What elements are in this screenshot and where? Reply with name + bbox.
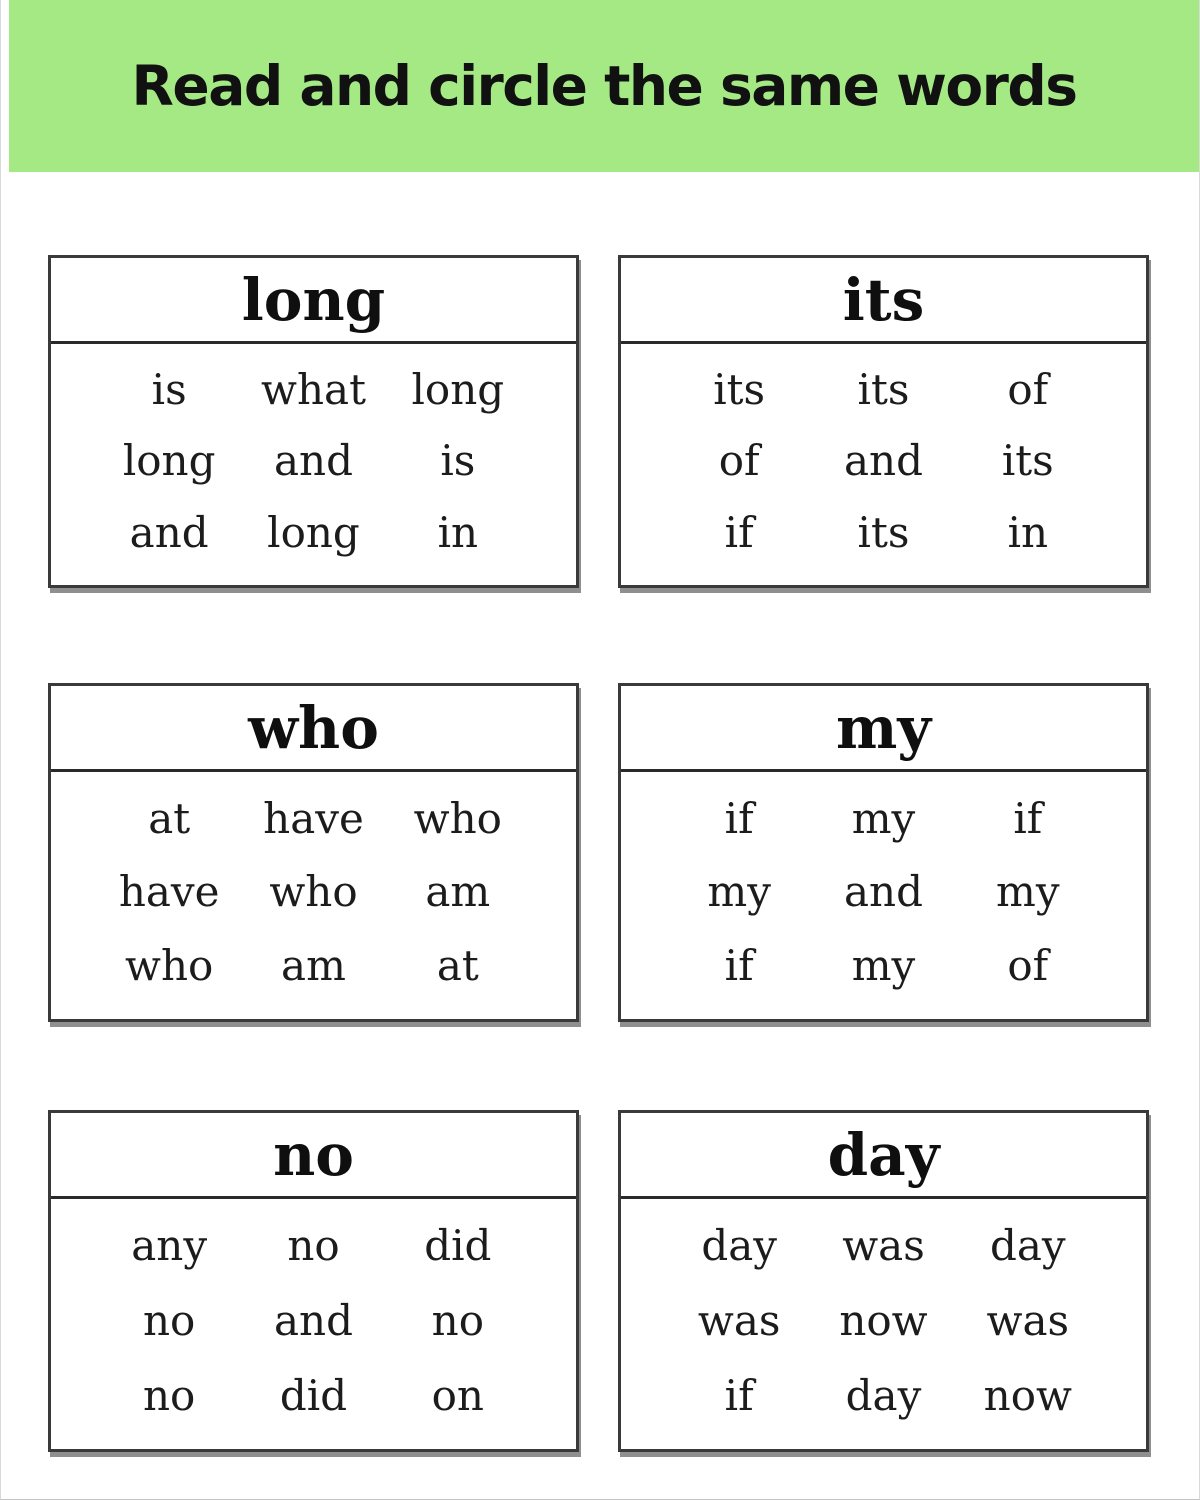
word-cell[interactable]: if <box>724 1370 754 1420</box>
word-box-day <box>618 1110 1149 1452</box>
word-cell[interactable]: if <box>1013 793 1043 843</box>
word-cell[interactable]: its <box>1001 436 1054 486</box>
word-cell[interactable]: long <box>122 436 216 486</box>
word-cell[interactable]: is <box>440 436 476 486</box>
word-cell[interactable]: day <box>845 1370 922 1420</box>
word-grid <box>621 772 1146 1019</box>
word-cell[interactable]: my <box>996 867 1060 917</box>
word-cell[interactable]: any <box>131 1221 208 1271</box>
word-cell[interactable]: and <box>844 436 923 486</box>
word-cell[interactable]: now <box>983 1370 1072 1420</box>
word-cell[interactable]: and <box>844 867 923 917</box>
word-cell[interactable]: long <box>267 508 360 558</box>
word-cell[interactable]: long <box>411 364 505 414</box>
word-cell[interactable]: on <box>431 1370 484 1420</box>
word-cell[interactable]: no <box>142 1295 196 1345</box>
word-cell[interactable]: am <box>281 941 346 991</box>
word-cell[interactable]: its <box>857 508 910 558</box>
word-cell[interactable]: what <box>261 364 366 414</box>
word-cell[interactable]: and <box>274 1295 353 1345</box>
word-cell[interactable]: my <box>851 793 916 843</box>
word-cell[interactable]: if <box>724 793 754 843</box>
word-grid <box>51 1199 576 1449</box>
word-grid <box>51 772 576 1019</box>
word-cell[interactable]: and <box>129 508 209 558</box>
word-cell[interactable]: of <box>1007 941 1049 991</box>
word-cell[interactable]: and <box>274 436 353 486</box>
word-cell[interactable]: of <box>1007 364 1049 414</box>
word-cell[interactable]: of <box>718 436 760 486</box>
word-cell[interactable]: have <box>118 867 220 917</box>
word-cell[interactable]: who <box>269 867 358 917</box>
word-grid <box>621 1199 1146 1449</box>
word-box-header: day <box>621 1113 1146 1199</box>
word-box-header: long <box>51 258 576 344</box>
word-cell[interactable]: is <box>151 364 187 414</box>
word-cell[interactable]: have <box>263 793 364 843</box>
word-cell[interactable]: who <box>125 941 214 991</box>
word-cell[interactable]: did <box>424 1221 492 1271</box>
word-box-header: who <box>51 686 576 772</box>
word-cell[interactable]: if <box>724 941 754 991</box>
word-cell[interactable]: was <box>697 1295 781 1345</box>
word-cell[interactable]: now <box>839 1295 928 1345</box>
word-cell[interactable]: my <box>707 867 771 917</box>
word-cell[interactable]: day <box>989 1221 1066 1271</box>
word-cell[interactable]: in <box>437 508 479 558</box>
word-cell[interactable]: its <box>713 364 766 414</box>
word-box-long <box>48 255 579 588</box>
word-box-no <box>48 1110 579 1452</box>
word-cell[interactable]: no <box>287 1221 340 1271</box>
word-cell[interactable]: in <box>1007 508 1049 558</box>
title-banner <box>9 0 1199 172</box>
word-cell[interactable]: no <box>431 1295 484 1345</box>
word-cell[interactable]: was <box>986 1295 1070 1345</box>
word-box-header: its <box>621 258 1146 344</box>
word-grid <box>51 344 576 585</box>
word-cell[interactable]: at <box>148 793 191 843</box>
word-cell[interactable]: its <box>857 364 910 414</box>
word-cell[interactable]: was <box>842 1221 925 1271</box>
word-box-header: no <box>51 1113 576 1199</box>
word-cell[interactable]: who <box>413 793 502 843</box>
word-grid <box>621 344 1146 585</box>
word-box-its <box>618 255 1149 588</box>
word-cell[interactable]: did <box>279 1370 348 1420</box>
word-box-who <box>48 683 579 1022</box>
word-cell[interactable]: at <box>436 941 479 991</box>
word-box-header: my <box>621 686 1146 772</box>
word-cell[interactable]: no <box>142 1370 196 1420</box>
word-cell[interactable]: am <box>425 867 491 917</box>
word-cell[interactable]: my <box>851 941 916 991</box>
page-title: Read and circle the same words <box>131 54 1077 118</box>
word-cell[interactable]: if <box>724 508 754 558</box>
word-cell[interactable]: day <box>701 1221 777 1271</box>
word-box-my <box>618 683 1149 1022</box>
